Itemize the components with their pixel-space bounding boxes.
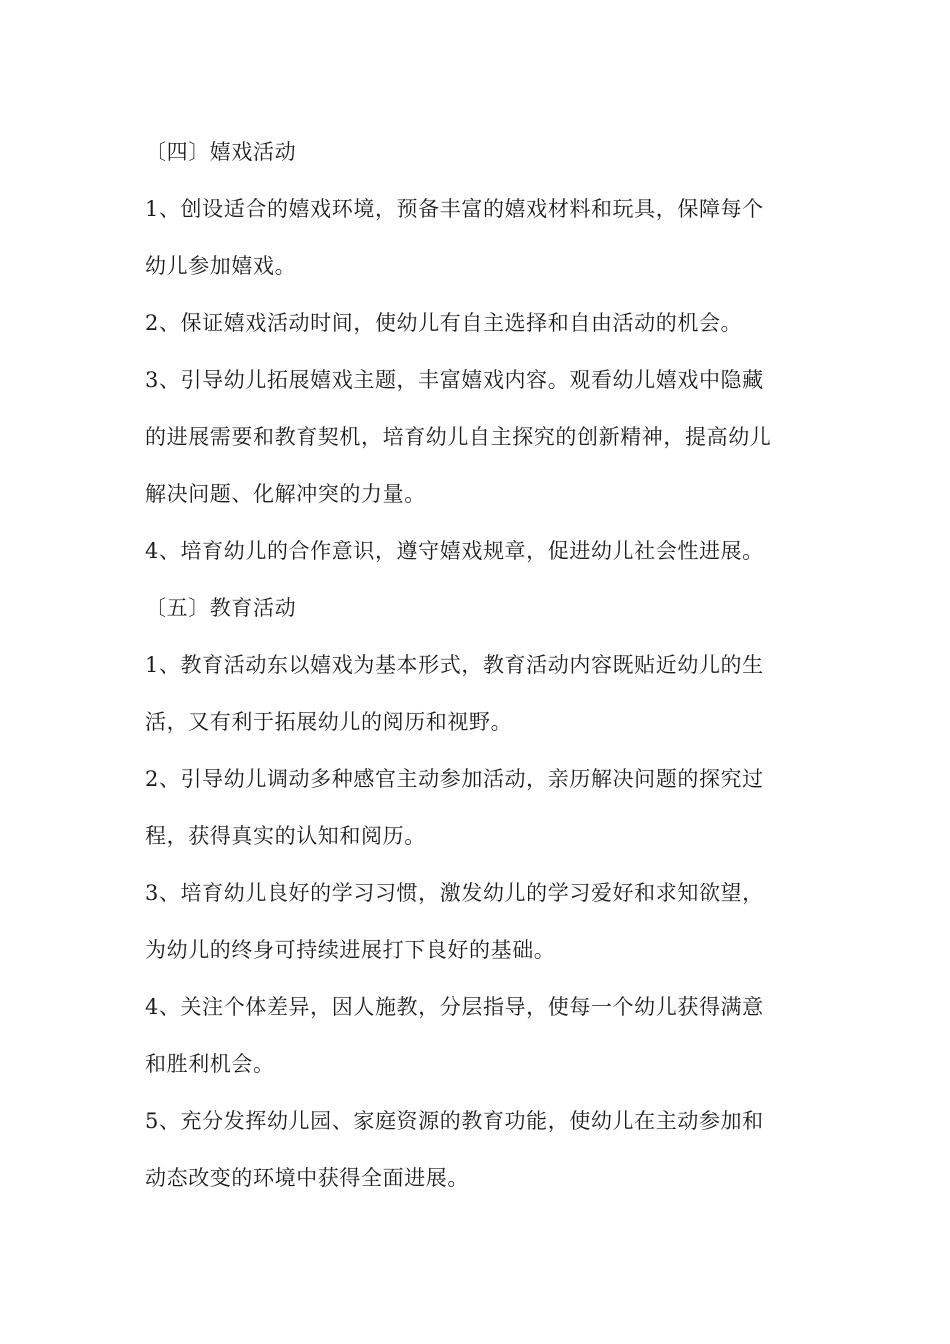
text-line: 活，又有利于拓展幼儿的阅历和视野。: [145, 710, 513, 734]
text-line: 程，获得真实的认知和阅历。: [145, 824, 426, 848]
text-line: 和胜利机会。: [145, 1052, 275, 1076]
section-heading-play-activities: 〔四〕嬉戏活动: [145, 140, 297, 164]
text-line: 2、引导幼儿调动多种感官主动参加活动，亲历解决问题的探究过: [145, 767, 764, 791]
text-line: 的进展需要和教育契机，培育幼儿自主探究的创新精神，提高幼儿: [145, 425, 772, 449]
text-line: 4、关注个体差异，因人施教，分层指导，使每一个幼儿获得满意: [145, 995, 764, 1019]
text-line: 1、教育活动东以嬉戏为基本形式，教育活动内容既贴近幼儿的生: [145, 653, 764, 677]
text-line: 幼儿参加嬉戏。: [145, 254, 297, 278]
text-line: 4、培育幼儿的合作意识，遵守嬉戏规章，促进幼儿社会性进展。: [145, 539, 764, 563]
text-line: 3、引导幼儿拓展嬉戏主题，丰富嬉戏内容。观看幼儿嬉戏中隐藏: [145, 368, 764, 392]
section-heading-education-activities: 〔五〕教育活动: [145, 596, 297, 620]
text-line: 5、充分发挥幼儿园、家庭资源的教育功能，使幼儿在主动参加和: [145, 1109, 764, 1133]
text-line: 为幼儿的终身可持续进展打下良好的基础。: [145, 938, 556, 962]
text-line: 1、创设适合的嬉戏环境，预备丰富的嬉戏材料和玩具，保障每个: [145, 197, 764, 221]
text-line: 2、保证嬉戏活动时间，使幼儿有自主选择和自由活动的机会。: [145, 311, 743, 335]
text-line: 动态改变的环境中获得全面进展。: [145, 1166, 469, 1190]
text-line: 3、培育幼儿良好的学习习惯，激发幼儿的学习爱好和求知欲望，: [145, 881, 764, 905]
text-line: 解决问题、化解冲突的力量。: [145, 482, 426, 506]
